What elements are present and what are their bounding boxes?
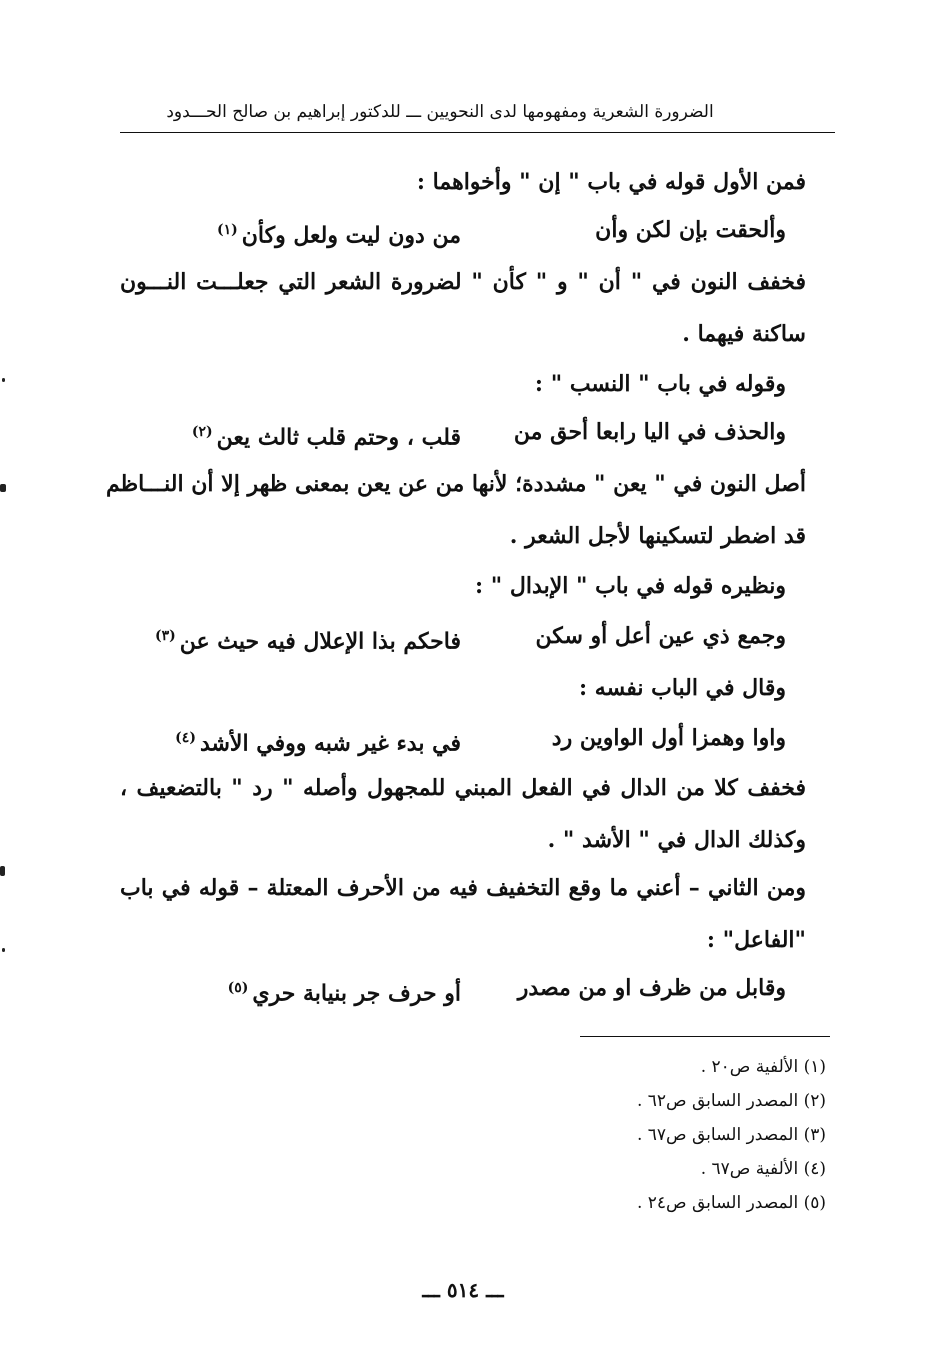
verse-2	[146, 414, 786, 454]
verse-3	[146, 618, 786, 658]
verse-4	[146, 720, 786, 760]
page-number: ـــ ٥١٤ ـــ	[422, 1278, 504, 1302]
body-line-12: "الفاعل" :	[706, 927, 806, 953]
footnote-2: (٢) المصدر السابق ص٦٢ .	[636, 1091, 826, 1111]
verse-4-second-text: في بدء غير شبه ووفي الأشد	[199, 730, 461, 757]
footnote-ref-4[interactable]: (٤)	[175, 730, 196, 746]
body-line-10: وكذلك الدال في " الأشد " .	[547, 827, 806, 853]
body-line-8: وقال في الباب نفسه :	[579, 675, 786, 701]
verse-1	[146, 212, 786, 252]
verse-5	[146, 970, 786, 1010]
footnote-separator	[580, 1036, 830, 1037]
running-header: الضرورة الشعرية ومفهومها لدى النحويين ـــ للدكتور إبراهيم بن صالح الحـــدود	[166, 102, 714, 122]
body-line-9: فخفف كلا من الدال في الفعل المبني للمجهول وأصله " رد " بالتضعيف ،	[120, 775, 806, 801]
body-line-11: ومن الثاني – أعني ما وقع التخفيف فيه من الأحرف المعتلة – قوله في باب	[120, 875, 806, 901]
header-rule	[120, 132, 835, 133]
verse-5-second-hemistich	[228, 970, 461, 1011]
footnote-ref-1[interactable]: (١)	[216, 222, 238, 238]
verse-2-second-hemistich	[192, 414, 461, 455]
body-line-3: ساكنة فيهما .	[682, 321, 806, 347]
body-line-2: فخفف النون في " أن " و " كأن " لضرورة الشعر التي جعلـــت النـــون	[120, 269, 806, 295]
footnote-5: (٥) المصدر السابق ص٢٤ .	[636, 1193, 826, 1213]
body-line-6: قد اضطر لتسكينها لأجل الشعر .	[509, 523, 806, 549]
verse-5-first-hemistich: وقابل من ظرف او من مصدر	[517, 975, 786, 1001]
verse-4-first-hemistich: واوا وهمزا أول الواوين رد	[551, 725, 786, 751]
verse-2-first-hemistich: والحذف في اليا رابعا أحق من	[513, 419, 786, 445]
footnote-3: (٣) المصدر السابق ص٦٧ .	[636, 1125, 826, 1145]
footnote-4: (٤) الألفية ص٦٧ .	[700, 1159, 826, 1179]
verse-1-first-hemistich: وألحقت بإن لكن وأن	[595, 217, 786, 243]
body-line-7: ونظيره قوله في باب " الإبدال " :	[475, 573, 786, 599]
scan-edge-mark	[2, 948, 5, 952]
verse-5-second-text: أو حرف جر بنيابة حري	[252, 980, 461, 1007]
verse-2-second-text: قلب ، وحتم قلب ثالث يعن	[216, 424, 461, 451]
scan-edge-mark	[0, 484, 6, 492]
body-line-5: أصل النون في " يعن " مشددة؛ لأنها من عن يعن بمعنى ظهر إلا أن النـــاظم	[105, 471, 806, 497]
footnote-ref-3[interactable]: (٣)	[154, 628, 176, 644]
verse-3-second-hemistich	[155, 618, 461, 659]
scan-edge-mark	[0, 866, 5, 876]
verse-4-second-hemistich	[175, 720, 461, 761]
body-line-1: فمن الأول قوله في باب " إن " وأخواهما :	[416, 169, 806, 195]
verse-3-first-hemistich: وجمع ذي عين أعل أو سكن	[535, 623, 786, 649]
scan-edge-mark	[2, 378, 5, 382]
footnote-1: (١) الألفية ص٢٠ .	[700, 1057, 826, 1077]
verse-1-second-text: من دون ليت ولعل وكأن	[241, 222, 461, 249]
verse-3-second-text: فاحكم بذا الإعلال فيه حيث عن	[179, 628, 461, 655]
verse-1-second-hemistich	[217, 212, 461, 253]
body-line-4: وقوله في باب " النسب " :	[534, 371, 786, 397]
footnote-ref-5[interactable]: (٥)	[227, 980, 249, 996]
footnote-ref-2[interactable]: (٢)	[191, 424, 213, 440]
